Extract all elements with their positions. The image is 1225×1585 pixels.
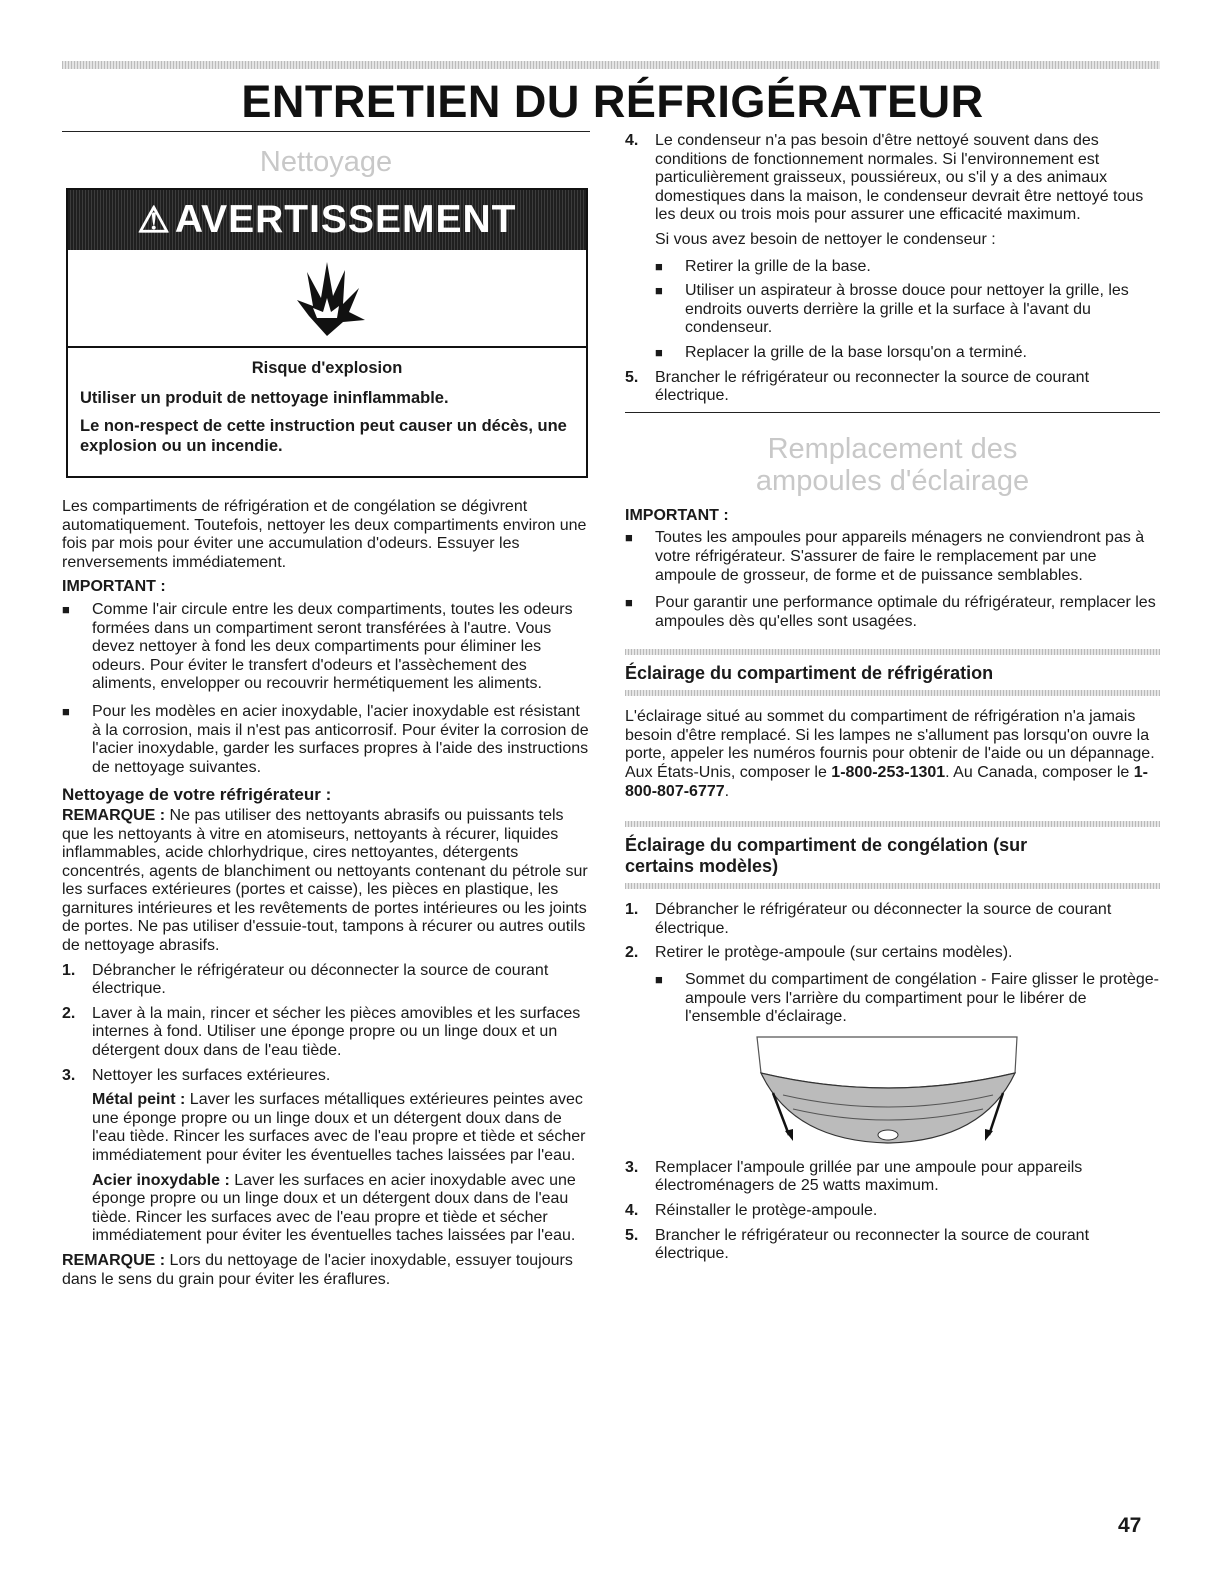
metal-text: Laver les surfaces métalliques extérieures peintes avec une éponge propre ou un linge doux et un détergent doux dans de l'eau tiède. Rincer les surfaces avec de l'eau propre et tiède et sécher immédiatement pour éviter les éventuelles taches laissées par l'eau. [92, 1091, 586, 1164]
step-number: 5. [625, 368, 639, 386]
left-column [62, 131, 590, 1295]
cleaning-subheading: Nettoyage de votre réfrigérateur : [62, 785, 332, 805]
remarque-paragraph [62, 807, 590, 956]
freezer-steps-continued [625, 1159, 1160, 1264]
step-number: 2. [625, 944, 639, 962]
step-number: 1. [62, 961, 76, 979]
cleaning-steps [62, 962, 590, 1246]
step-text: Brancher le réfrigérateur ou reconnecter la source de courant électrique. [655, 368, 1090, 405]
list-item [625, 1227, 1160, 1264]
freezer-light-title: Éclairage du compartiment de congélation (sur certains modèles) [625, 835, 1028, 877]
step-text: Laver à la main, rincer et sécher les pièces amovibles et les surfaces internes à fond. Utiliser une éponge propre ou un linge doux et un détergent doux dans de l'eau tiède. [92, 1004, 581, 1060]
list-item [62, 1005, 590, 1061]
acier-paragraph [92, 1172, 590, 1246]
list-item [625, 132, 1160, 363]
fridge-light-paragraph [625, 708, 1160, 801]
important-list [625, 529, 1160, 631]
list-item: ■ Sommet du compartiment de congélation - Faire glisser le protège-ampoule vers l'arrière du compartiment pour le libérer de l'ensemble d'éclairage. [655, 971, 1160, 1027]
warning-header-label: AVERTISSEMENT [174, 197, 517, 241]
list-item: ■ Retirer la grille de la base. [655, 258, 1160, 277]
important-label: IMPORTANT : [625, 506, 729, 524]
step-text: Retirer le protège-ampoule (sur certains modèles). [655, 944, 1013, 962]
step-number: 1. [625, 901, 639, 919]
step-text: Débrancher le réfrigérateur ou déconnecter la source de courant électrique. [655, 901, 1112, 937]
list-item [625, 944, 1160, 1026]
step-number: 3. [62, 1066, 76, 1084]
list-item: ■ Comme l'air circule entre les deux compartiments, toutes les odeurs formées dans un compartiment seront transférées à l'autre. Vous devez nettoyer à fond les deux compartiments pour éliminer les odeurs. Pour éviter le transfert d'odeurs et l'assèchement des aliments, envelopper ou recouvrir hermétiquement les aliments. [62, 601, 590, 694]
explosion-icon [68, 250, 586, 348]
acier-text: Laver les surfaces en acier inoxydable avec une éponge propre ou un linge doux et un détergent doux dans de l'eau tiède. Rincer les surfaces avec de l'eau propre et tiède et sécher immédiatement pour éviter les éventuelles taches laissées par l'eau. [92, 1171, 576, 1245]
subsection-bar [625, 690, 1160, 696]
freezer-steps [625, 901, 1160, 1027]
right-column [625, 132, 1160, 1270]
phone-us: 1-800-253-1301 [831, 764, 946, 782]
step-number: 2. [62, 1004, 76, 1022]
remarque2-label: REMARQUE : [62, 1251, 166, 1269]
condenser-list [655, 258, 1160, 363]
remarque2-paragraph [62, 1252, 590, 1289]
step-number: 5. [625, 1226, 639, 1244]
header-band [62, 61, 1160, 69]
step-number: 4. [625, 132, 639, 149]
section-title-ampoules: Remplacement des ampoules d'éclairage [755, 432, 1030, 497]
condenser-step [625, 132, 1160, 406]
step-text: Débrancher le réfrigérateur ou déconnecter la source de courant électrique. [92, 961, 549, 998]
list-item [625, 901, 1160, 938]
warning-header [68, 190, 586, 250]
warning-triangle-icon: ⚠ [137, 198, 171, 240]
list-item: ■ Utiliser un aspirateur à brosse douce pour nettoyer la grille, les endroits ouverts derrière la grille et la surface à l'avant du condenseur. [655, 282, 1160, 338]
warning-line2: Le non-respect de cette instruction peut causer un décès, une explosion ou un incendie. [80, 417, 567, 455]
warning-box [66, 188, 588, 478]
page-title: ENTRETIEN DU RÉFRIGÉRATEUR [241, 76, 984, 127]
fridge-light-mid: . Au Canada, composer le [945, 764, 1134, 782]
fridge-light-title: Éclairage du compartiment de réfrigération [625, 663, 994, 684]
metal-label: Métal peint : [92, 1091, 186, 1109]
step-text: Brancher le réfrigérateur ou reconnecter la source de courant électrique. [655, 1226, 1090, 1263]
warning-body [68, 348, 586, 476]
step-number: 3. [625, 1158, 639, 1176]
important-list [62, 601, 590, 777]
list-item: ■ Pour garantir une performance optimale du réfrigérateur, remplacer les ampoules dès qu'elles sont usagées. [625, 594, 1160, 631]
section-rule [625, 412, 1160, 413]
fridge-light-text: L'éclairage situé au sommet du compartiment de réfrigération n'a jamais besoin d'être remplacé. Si les lampes ne s'allument pas lorsqu'on ouvre la porte, appeler les numéros fournis pour obtenir de l'aide ou un dépannage. Aux États-Unis, composer le [625, 708, 1155, 782]
list-item [625, 1159, 1160, 1196]
step-number: 4. [625, 1202, 639, 1219]
list-item [62, 962, 590, 999]
step-text: Réinstaller le protège-ampoule. [655, 1202, 878, 1219]
list-item: ■ Toutes les ampoules pour appareils ménagers ne conviendront pas à votre réfrigérateur. S'assurer de faire le remplacement par une ampoule de grosseur, de forme et de puissance semblables. [625, 529, 1160, 585]
remarque2-text: Lors du nettoyage de l'acier inoxydable, essuyer toujours dans le sens du grain pour éviter les éraflures. [62, 1251, 573, 1288]
section-title-nettoyage: Nettoyage [259, 146, 393, 178]
page-number: 47 [1118, 1514, 1142, 1537]
important-label: IMPORTANT : [62, 578, 166, 596]
section-rule [62, 131, 590, 132]
fridge-light-end: . [724, 782, 730, 800]
freezer-bullet-list [655, 971, 1160, 1027]
warning-line1: Utiliser un produit de nettoyage ininflammable. [80, 389, 449, 407]
metal-paragraph [92, 1091, 590, 1165]
phone-ca: 1-800-807-6777 [625, 764, 1148, 800]
step-text: Nettoyer les surfaces extérieures. [92, 1066, 331, 1084]
list-item: ■ Pour les modèles en acier inoxydable, l'acier inoxydable est résistant à la corrosion, mais il n'est pas anticorrosif. Pour éviter la corrosion de l'acier inoxydable, garder les surfaces propres à l'aide des instructions de nettoyage suivantes. [62, 703, 590, 777]
step-text: Le condenseur n'a pas besoin d'être nettoyé souvent dans des conditions de fonctionnement normales. Si l'environnement est particulièrement graisseux, poussiéreux, ou s'il y a des animaux domestiques dans la maison, le condenseur devrait être nettoyé tous les deux ou trois mois pour assurer une efficacité maximum. [655, 132, 1144, 224]
acier-label: Acier inoxydable : [92, 1171, 230, 1189]
list-item [62, 1067, 590, 1246]
remarque-text: Ne pas utiliser des nettoyants abrasifs ou puissants tels que les nettoyants à vitre en atomiseurs, nettoyants à récurer, liquides inflammables, acide chlorhydrique, cires nettoyantes, détergents concentrés, agents de blanchiment ou nettoyants contenant du pétrole sur les surfaces extérieures (portes et caisse), les pièces en plastique, les garnitures intérieures et les revêtements de portes intérieures ou les joints de portes. Ne pas utiliser d'essuie-tout, tampons à récurer ou autres outils de nettoyage abrasifs. [62, 806, 588, 955]
light-shield-illustration [753, 1033, 1160, 1151]
condenser-intro: Si vous avez besoin de nettoyer le condenseur : [655, 230, 996, 248]
warning-hazard: Risque d'explosion [251, 359, 403, 377]
list-item [625, 369, 1160, 406]
step-text: Remplacer l'ampoule grillée par une ampoule pour appareils électroménagers de 25 watts maximum. [655, 1158, 1083, 1195]
intro-paragraph: Les compartiments de réfrigération et de congélation se dégivrent automatiquement. Toutefois, nettoyer les deux compartiments environ une fois par mois pour éviter une accumulation d'odeurs. Essuyer les renversements immédiatement. [62, 498, 587, 571]
list-item [625, 1202, 1160, 1221]
list-item: ■ Replacer la grille de la base lorsqu'on a terminé. [655, 344, 1160, 363]
remarque-label: REMARQUE : [62, 806, 166, 824]
subsection-bar [625, 883, 1160, 889]
